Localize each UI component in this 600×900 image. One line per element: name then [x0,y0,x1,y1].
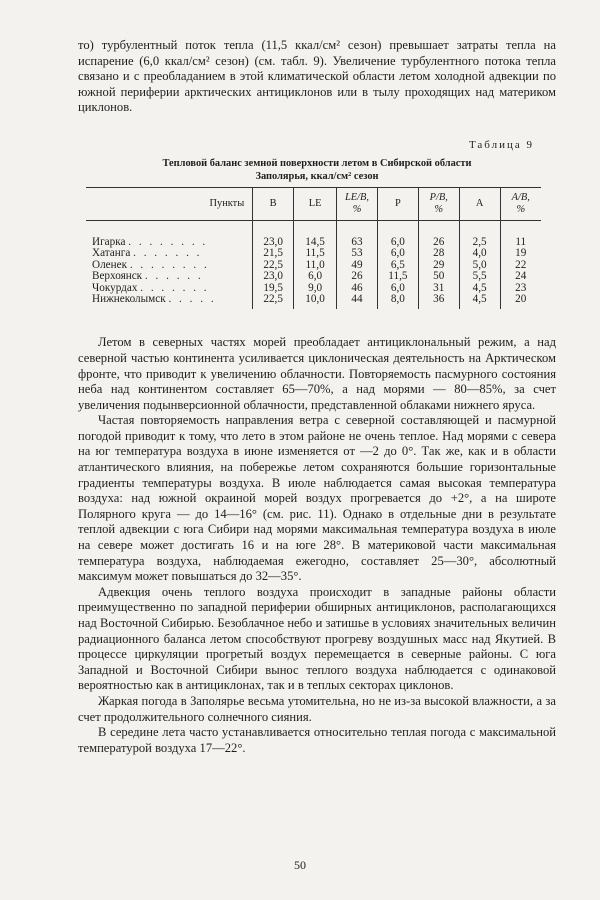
cell-station [86,220,253,248]
table-title-line-2: Заполярья, ккал/см² сезон [255,170,379,182]
page-number: 50 [294,858,306,872]
cell-a-b: 23 [500,283,541,294]
paragraph-3: Адвекция очень теплого воздуха происходит в западные районы области преимущественно по западной периферии обширных антициклонов, располагающихся над Восточной Сибирью. Безоблачное небо и затишье в условиях значительных величин радиационного баланса летом способствуют прогреву воздушных масс над Якутией. В процессе циркуляции прогретый воздух перемещается в северные районы. С юга Западной и Восточной Сибири вынос теплого воздуха наблюдается с одинаковой вероятностью как в антициклонах, так и в теплых секторах циклонов. [78,584,556,693]
cell-b: 22,5 [253,294,294,309]
header-a-b [500,187,541,220]
cell-a-b: 24 [500,271,541,282]
leader-dots: . . . . . [168,293,217,306]
header-le-b [337,187,378,220]
cell-station [86,248,253,259]
cell-le-b: 53 [337,248,378,259]
cell-b: 23,0 [253,220,294,248]
cell-p-b: 28 [418,248,459,259]
leader-dots: . . . . . . . [133,248,202,260]
cell-b: 23,0 [253,271,294,282]
table-row [86,271,541,282]
cell-station [86,294,253,309]
cell-le: 11,0 [294,260,337,271]
cell-p-b: 29 [418,260,459,271]
header-le-b-top: LE/B, [345,191,369,203]
table-title [78,157,556,183]
table-title-line-1: Тепловой баланс земной поверхности летом в Сибирской области [162,157,472,169]
cell-a-b: 22 [500,260,541,271]
cell-a: 5,0 [459,260,500,271]
leader-dots: . . . . . . . [140,282,210,294]
header-p: P [377,187,418,220]
cell-le: 10,0 [294,294,337,309]
station-name: Нижнеколымск [92,293,166,306]
header-a-b-top: A/B, [511,191,530,203]
header-a: A [459,187,500,220]
station-name: Оленек [92,259,128,271]
header-p-b [418,187,459,220]
cell-le-b: 63 [337,220,378,248]
cell-p-b: 36 [418,294,459,309]
paragraph-2: Частая повторяемость направления ветра с северной составляющей и пасмурной погодой приводит к тому, что лето в этом районе не очень теплое. Над морями с севера на юг температура воздуха в июне изменяется от —2 до 0°. Так же, как и в области атлантического влияния, на побережье летом сохраняются большие горизонтальные градиенты температуры воздуха. В июле наблюдается самая высокая температура воздуха: над южной окраиной морей воздух прогревается до +2°, а на широте Полярного круга — до 14—16° (см. рис. 11). Однако в отдельные дни в результате теплой адвекции с юга Сибири над морями максимальная температура воздуха в июле на севере может достигать 16 и на юге 28°. В материковой части максимальная температура воздуха, наблюдаемая ежегодно, составляет 25—30°, абсолютный максимум может повышаться до 32—35°. [78,413,556,584]
cell-station [86,283,253,294]
cell-station [86,260,253,271]
paragraph-5: В середине лета часто устанавливается относительно теплая погода с максимальной температурой воздуха 17—22°. [78,725,556,755]
cell-a: 4,0 [459,248,500,259]
header-a-b-bottom: % [516,203,526,215]
cell-p: 6,0 [377,283,418,294]
cell-a-b: 11 [500,220,541,248]
leader-dots: . . . . . . . . [128,236,208,249]
table-header-row [86,187,541,220]
header-le: LE [294,187,337,220]
header-station: Пункты [86,187,253,220]
cell-station [86,271,253,282]
cell-a: 4,5 [459,283,500,294]
cell-le: 6,0 [294,271,337,282]
station-name: Чокурдах [92,282,138,294]
header-b: B [253,187,294,220]
cell-p-b: 50 [418,271,459,282]
cell-a: 5,5 [459,271,500,282]
cell-le-b: 26 [337,271,378,282]
cell-p: 6,0 [377,220,418,248]
cell-a-b: 19 [500,248,541,259]
cell-le: 14,5 [294,220,337,248]
cell-le: 9,0 [294,283,337,294]
cell-p: 6,0 [377,248,418,259]
paragraph-1: Летом в северных частях морей преобладает антициклональный режим, а над северной частью континента усиливается циклоническая деятельность на Арктическом фронте, что приводит к увеличению облачности. Повторяемость пасмурного состояния неба над континентом составляет 65—70%, а над морями — 80—85%, за счет увеличения подынверсионной облачности, представленной облаками нижнего яруса. [78,335,556,412]
cell-le-b: 46 [337,283,378,294]
paragraph-continuation: то) турбулентный поток тепла (11,5 ккал/см² сезон) превышает затраты тепла на испарение (6,0 ккал/см² сезон) (см. табл. 9). Увеличение турбулентного потока тепла связано и с преобладанием в этой климатической области летом холодной адвекции по южной периферии арктических антициклонов или в тылу проходящих над материком циклонов. [78,38,556,115]
cell-le: 11,5 [294,248,337,259]
cell-le-b: 49 [337,260,378,271]
cell-b: 19,5 [253,283,294,294]
station-name: Хатанга [92,248,131,260]
header-p-b-top: P/B, [429,191,448,203]
leader-dots: . . . . . . [144,271,204,283]
cell-p-b: 26 [418,220,459,248]
table-label: Таблица 9 [468,138,534,151]
table-row [86,220,541,248]
leader-dots: . . . . . . . . [129,259,210,271]
station-name: Игарка [92,236,126,249]
cell-a: 4,5 [459,294,500,309]
cell-p: 6,5 [377,260,418,271]
heat-balance-table [86,187,541,309]
page-body [78,38,556,756]
cell-p: 11,5 [377,271,418,282]
header-p-b-bottom: % [434,203,444,215]
table-row [86,294,541,309]
cell-p-b: 31 [418,283,459,294]
station-name: Верхоянск [92,271,143,283]
cell-a-b: 20 [500,294,541,309]
cell-p: 8,0 [377,294,418,309]
header-le-b-bottom: % [352,203,362,215]
cell-a: 2,5 [459,220,500,248]
paragraph-4: Жаркая погода в Заполярье весьма утомительна, но не из-за высокой влажности, а за счет продолжительного солнечного сияния. [78,693,556,724]
cell-b: 21,5 [253,248,294,259]
cell-b: 22,5 [253,260,294,271]
cell-le-b: 44 [337,294,378,309]
